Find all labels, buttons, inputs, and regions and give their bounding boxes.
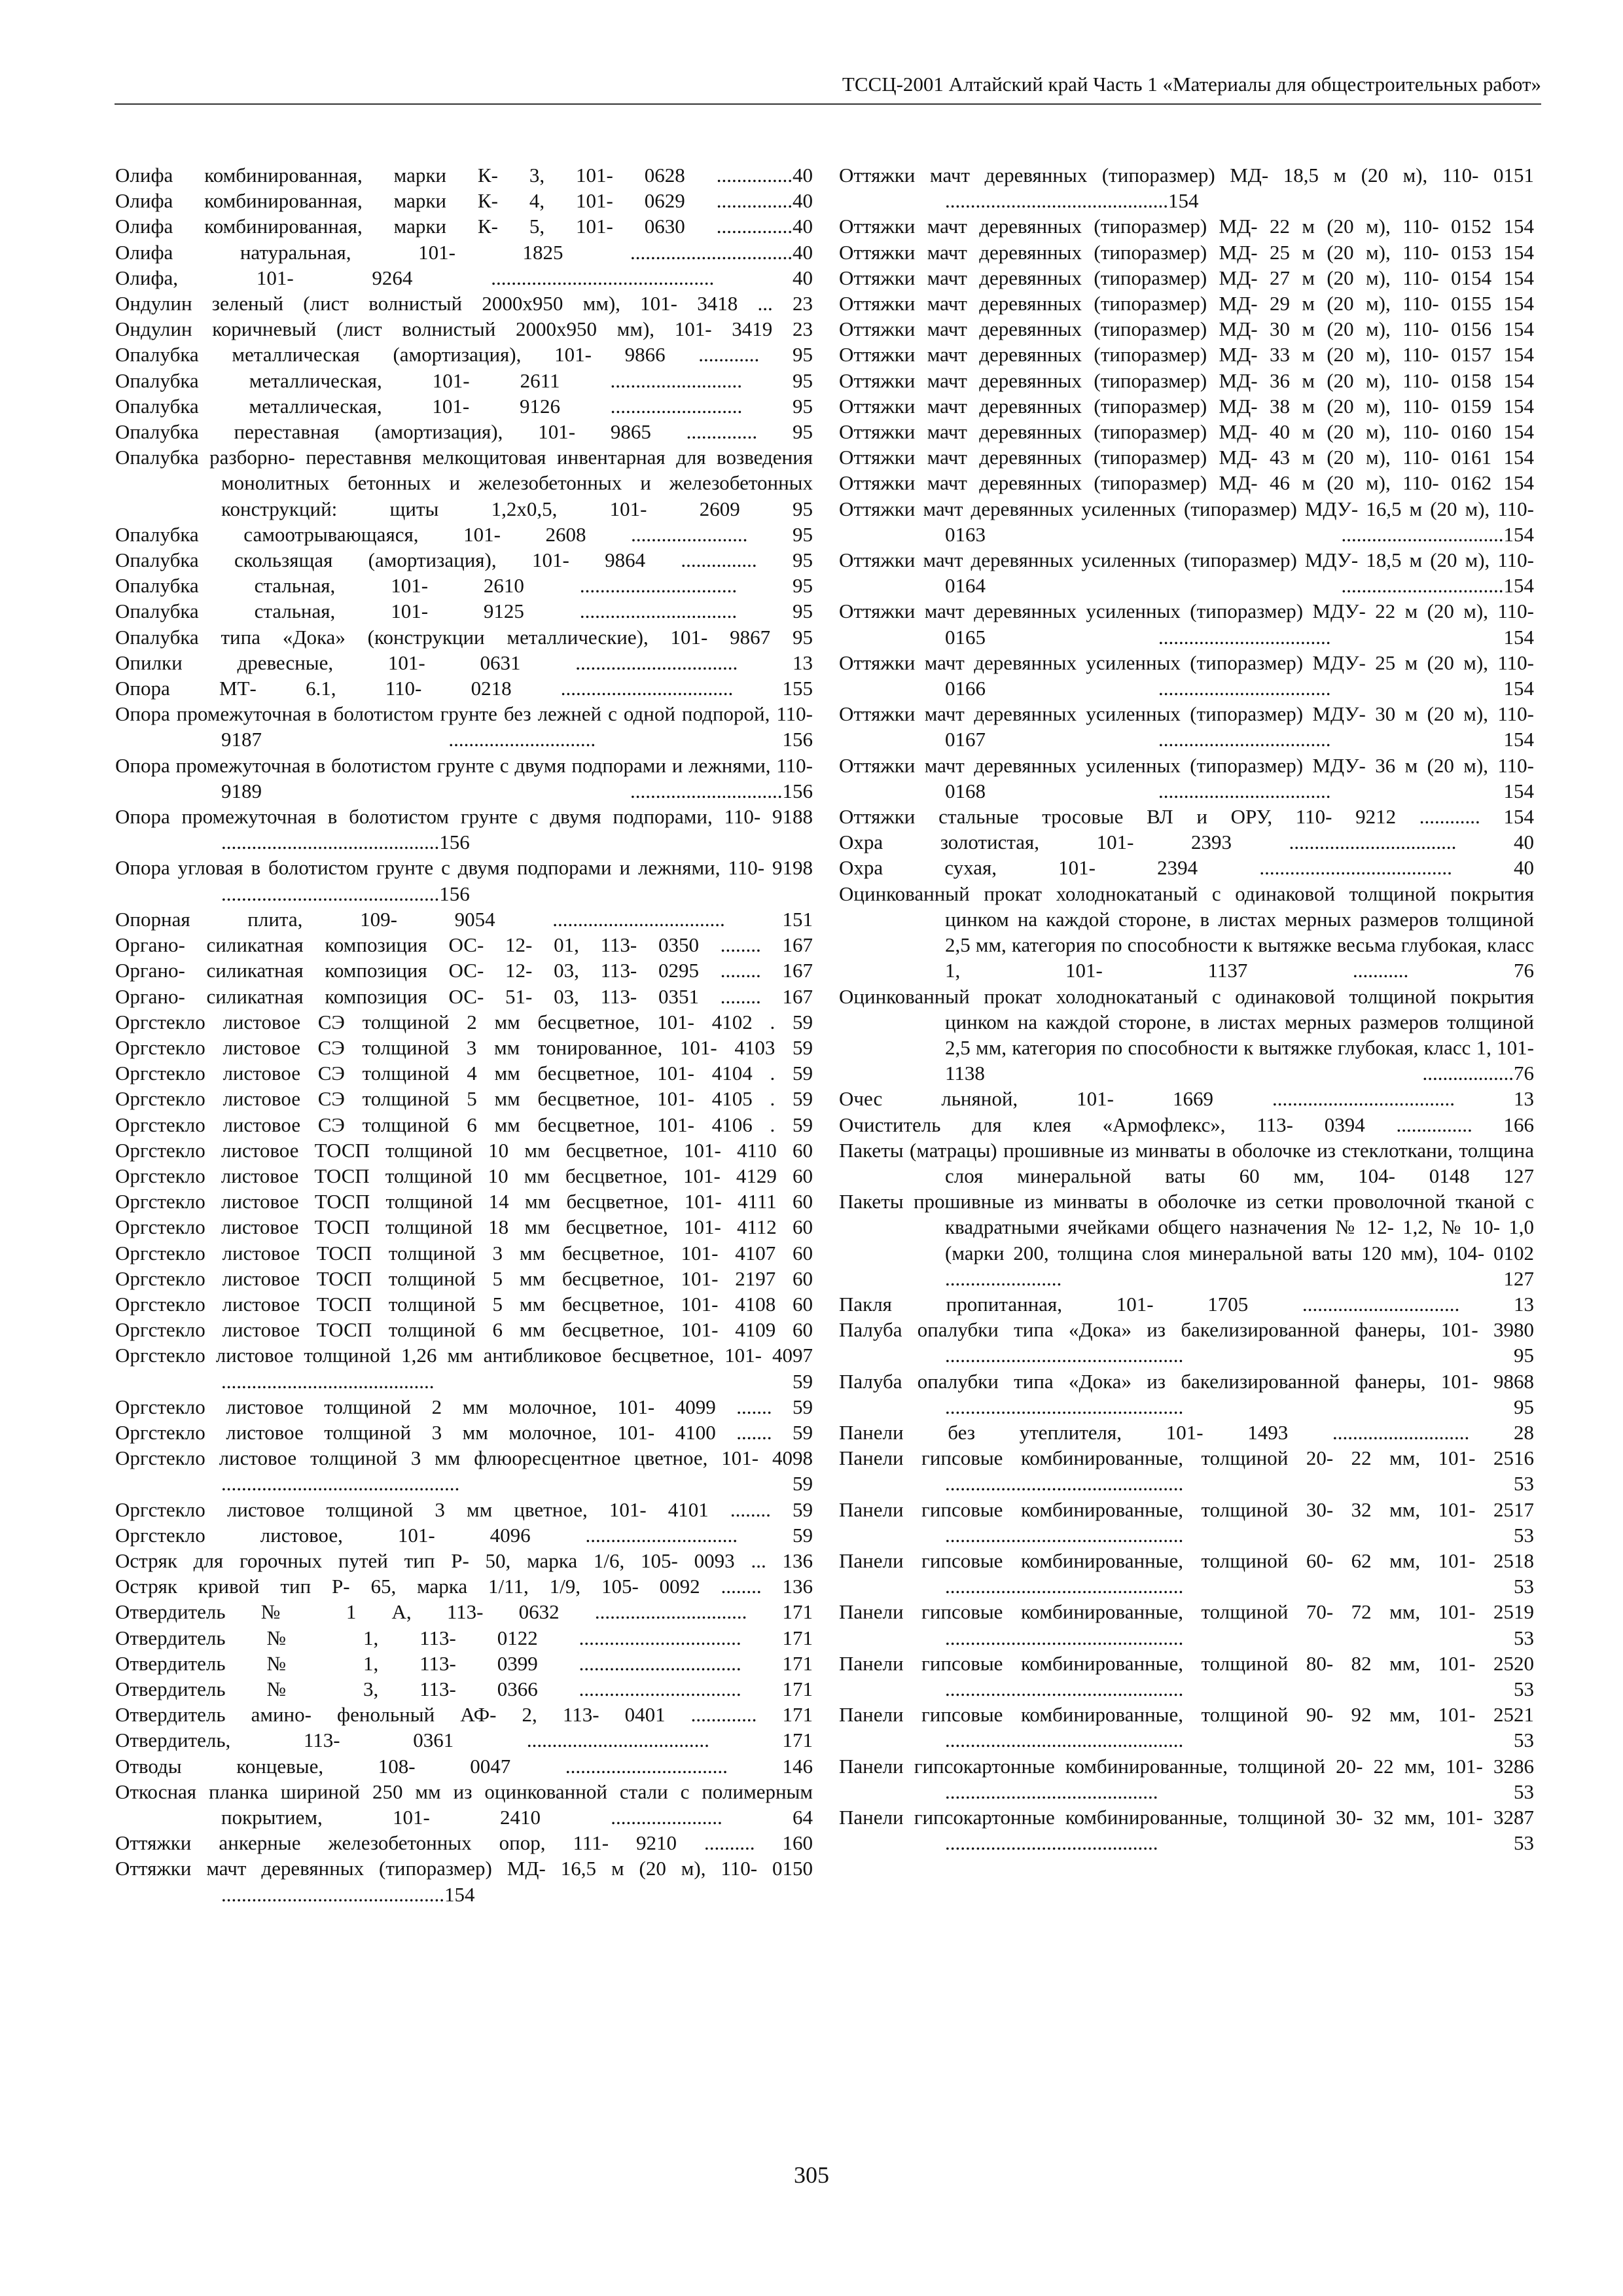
index-entry: Оргстекло листовое ТОСП толщиной 18 мм бесцветное, 101- 4112 60: [115, 1215, 813, 1239]
index-entry: Оттяжки мачт деревянных (типоразмер) МД- 38 м (20 м), 110- 0159 154: [839, 394, 1534, 418]
index-column-right: [839, 162, 1534, 1856]
index-column-left: [115, 162, 813, 1907]
index-entry: Отвердитель № 1, 113- 0122 ................................ 171: [115, 1626, 813, 1649]
index-entry: Оргстекло листовое ТОСП толщиной 6 мм бесцветное, 101- 4109 60: [115, 1318, 813, 1342]
index-entry: Оттяжки мачт деревянных (типоразмер) МД- 29 м (20 м), 110- 0155 154: [839, 292, 1534, 315]
index-entry: Оттяжки мачт деревянных (типоразмер) МД- 40 м (20 м), 110- 0160 154: [839, 420, 1534, 444]
running-header: [115, 71, 1541, 105]
index-entry: Оттяжки мачт деревянных усиленных (типоразмер) МДУ- 25 м (20 м), 110- 0166 .................................. 154: [839, 651, 1534, 700]
index-entry: Оргстекло листовое СЭ толщиной 6 мм бесцветное, 101- 4106 . 59: [115, 1113, 813, 1136]
index-entry: Опорная плита, 109- 9054 .................................. 151: [115, 907, 813, 931]
index-entry: Оргстекло листовое, 101- 4096 .............................. 59: [115, 1523, 813, 1547]
index-entry: Очес льняной, 101- 1669 .................................... 13: [839, 1087, 1534, 1111]
index-entry: Отводы концевые, 108- 0047 ................................ 146: [115, 1754, 813, 1778]
index-entry: Опалубка разборно- переставнвя мелкощитовая инвентарная для возведения монолитных бетонных и железобетонных и железобетонных конструкций: щиты 1,2х0,5, 101- 2609 95: [115, 446, 813, 520]
index-entry: Оттяжки стальные тросовые ВЛ и ОРУ, 110- 9212 ............ 154: [839, 805, 1534, 829]
index-entry: Отвердитель № 3, 113- 0366 ................................ 171: [115, 1677, 813, 1700]
index-entry: Отвердитель амино- фенольный АФ- 2, 113- 0401 ............. 171: [115, 1703, 813, 1727]
index-entry: Оттяжки мачт деревянных (типоразмер) МД- 36 м (20 м), 110- 0158 154: [839, 368, 1534, 392]
index-entry: Оттяжки мачт деревянных усиленных (типоразмер) МДУ- 18,5 м (20 м), 110- 0164 ................................154: [839, 548, 1534, 598]
index-entry: Оргстекло листовое СЭ толщиной 3 мм тонированное, 101- 4103 59: [115, 1035, 813, 1059]
index-entry: Опалубка металлическая, 101- 2611 .......................... 95: [115, 368, 813, 392]
index-entry: Оргстекло листовое ТОСП толщиной 14 мм бесцветное, 101- 4111 60: [115, 1190, 813, 1213]
index-entry: Опалубка скользящая (амортизация), 101- 9864 ............... 95: [115, 548, 813, 572]
index-entry: Панели гипсовые комбинированные, толщиной 80- 82 мм, 101- 2520 ............................................... 53: [839, 1651, 1534, 1700]
index-entry: Оргстекло листовое толщиной 3 мм молочное, 101- 4100 ....... 59: [115, 1420, 813, 1444]
index-entry: Оргстекло листовое СЭ толщиной 5 мм бесцветное, 101- 4105 . 59: [115, 1087, 813, 1111]
header-title: ТССЦ-2001 Алтайский край Часть 1 «Материалы для общестроительных работ»: [842, 73, 1541, 96]
index-entry: Оттяжки мачт деревянных (типоразмер) МД- 16,5 м (20 м), 110- 0150 ............................................154: [115, 1857, 813, 1906]
index-entry: Оттяжки мачт деревянных усиленных (типоразмер) МДУ- 36 м (20 м), 110- 0168 .................................. 154: [839, 753, 1534, 802]
index-entry: Оргстекло листовое толщиной 2 мм молочное, 101- 4099 ....... 59: [115, 1395, 813, 1418]
index-entry: Опилки древесные, 101- 0631 ................................ 13: [115, 651, 813, 674]
index-entry: Опора МТ- 6.1, 110- 0218 .................................. 155: [115, 677, 813, 700]
index-entry: Оттяжки мачт деревянных (типоразмер) МД- 33 м (20 м), 110- 0157 154: [839, 343, 1534, 367]
index-entry: Органо- силикатная композиция ОС- 12- 03, 113- 0295 ........ 167: [115, 959, 813, 982]
index-entry: Олифа натуральная, 101- 1825 ................................40: [115, 240, 813, 264]
index-entry: Оттяжки мачт деревянных (типоразмер) МД- 46 м (20 м), 110- 0162 154: [839, 471, 1534, 495]
index-entry: Оргстекло листовое ТОСП толщиной 5 мм бесцветное, 101- 2197 60: [115, 1266, 813, 1290]
index-entry: Панели без утеплителя, 101- 1493 ........................... 28: [839, 1420, 1534, 1444]
index-entry: Опалубка металлическая (амортизация), 101- 9866 ............ 95: [115, 343, 813, 367]
index-entry: Палуба опалубки типа «Дока» из бакелизированной фанеры, 101- 3980 ............................................... 95: [839, 1318, 1534, 1367]
index-entry: Панели гипсокартонные комбинированные, толщиной 20- 22 мм, 101- 3286 .......................................... 53: [839, 1754, 1534, 1803]
index-entry: Оттяжки мачт деревянных (типоразмер) МД- 18,5 м (20 м), 110- 0151 ............................................154: [839, 164, 1534, 213]
index-entry: Оргстекло листовое толщиной 3 мм флюоресцентное цветное, 101- 4098 ............................................... 59: [115, 1446, 813, 1496]
index-entry: Остряк для горочных путей тип Р- 50, марка 1/6, 105- 0093 ... 136: [115, 1549, 813, 1572]
index-entry: Олифа, 101- 9264 ............................................ 40: [115, 266, 813, 289]
index-entry: Оттяжки мачт деревянных (типоразмер) МД- 25 м (20 м), 110- 0153 154: [839, 240, 1534, 264]
index-entry: Оттяжки мачт деревянных усиленных (типоразмер) МДУ- 30 м (20 м), 110- 0167 .................................. 154: [839, 702, 1534, 751]
index-entry: Оргстекло листовое толщиной 3 мм цветное, 101- 4101 ........ 59: [115, 1498, 813, 1521]
index-entry: Опора промежуточная в болотистом грунте с двумя подпорами, 110- 9188 ...........................................156: [115, 805, 813, 854]
index-entry: Оргстекло листовое СЭ толщиной 4 мм бесцветное, 101- 4104 . 59: [115, 1062, 813, 1085]
index-entry: Олифа комбинированная, марки К- 3, 101- 0628 ...............40: [115, 164, 813, 187]
index-entry: Органо- силикатная композиция ОС- 12- 01, 113- 0350 ........ 167: [115, 933, 813, 957]
index-entry: Охра сухая, 101- 2394 ...................................... 40: [839, 856, 1534, 880]
index-entry: Опалубка самоотрывающаяся, 101- 2608 ....................... 95: [115, 522, 813, 546]
index-entry: Оттяжки мачт деревянных (типоразмер) МД- 22 м (20 м), 110- 0152 154: [839, 215, 1534, 238]
index-entry: Остряк кривой тип Р- 65, марка 1/11, 1/9, 105- 0092 ........ 136: [115, 1575, 813, 1598]
index-entry: Оттяжки мачт деревянных усиленных (типоразмер) МДУ- 22 м (20 м), 110- 0165 .................................. 154: [839, 600, 1534, 649]
index-entry: Пакеты (матрацы) прошивные из минваты в оболочке из стеклоткани, толщина слоя минеральной ваты 60 мм, 104- 0148 127: [839, 1138, 1534, 1187]
index-entry: Панели гипсовые комбинированные, толщиной 70- 72 мм, 101- 2519 ............................................... 53: [839, 1600, 1534, 1649]
index-entry: Оцинкованный прокат холоднокатаный с одинаковой толщиной покрытия цинком на каждой стороне, в листах мерных размеров толщиной 2,5 мм, категория по способности к вытяжке глубокая, класс 1, 101- 1138 ..................76: [839, 984, 1534, 1085]
index-entry: Оттяжки анкерные железобетонных опор, 111- 9210 .......... 160: [115, 1831, 813, 1855]
index-entry: Опора промежуточная в болотистом грунте без лежней с одной подпорой, 110- 9187 ............................. 156: [115, 702, 813, 751]
index-entry: Пакеты прошивные из минваты в оболочке из сетки проволочной тканой с квадратными ячейками общего назначения № 12- 1,2, № 10- 1,0 (марки 200, толщина слоя минеральной ваты 120 мм), 104- 0102 ....................... 127: [839, 1190, 1534, 1290]
index-entry: Панели гипсовые комбинированные, толщиной 20- 22 мм, 101- 2516 ............................................... 53: [839, 1446, 1534, 1496]
index-entry: Опалубка стальная, 101- 9125 ............................... 95: [115, 600, 813, 623]
index-entry: Опалубка переставная (амортизация), 101- 9865 .............. 95: [115, 420, 813, 444]
index-entry: Олифа комбинированная, марки К- 5, 101- 0630 ...............40: [115, 215, 813, 238]
index-entry: Пакля пропитанная, 101- 1705 ............................... 13: [839, 1292, 1534, 1316]
index-entry: Отвердитель № 1 А, 113- 0632 .............................. 171: [115, 1600, 813, 1624]
index-entry: Отвердитель № 1, 113- 0399 ................................ 171: [115, 1651, 813, 1675]
index-entry: Оттяжки мачт деревянных усиленных (типоразмер) МДУ- 16,5 м (20 м), 110- 0163 ................................154: [839, 497, 1534, 546]
index-entry: Оттяжки мачт деревянных (типоразмер) МД- 43 м (20 м), 110- 0161 154: [839, 446, 1534, 469]
index-entry: Панели гипсовые комбинированные, толщиной 30- 32 мм, 101- 2517 ............................................... 53: [839, 1498, 1534, 1547]
index-entry: Ондулин зеленый (лист волнистый 2000х950 мм), 101- 3418 ... 23: [115, 292, 813, 315]
index-entry: Оттяжки мачт деревянных (типоразмер) МД- 30 м (20 м), 110- 0156 154: [839, 317, 1534, 341]
index-entry: Очиститель для клея «Армофлекс», 113- 0394 ............... 166: [839, 1113, 1534, 1136]
index-entry: Откосная планка шириной 250 мм из оцинкованной стали с полимерным покрытием, 101- 2410 ...................... 64: [115, 1780, 813, 1829]
index-entry: Оргстекло листовое СЭ толщиной 2 мм бесцветное, 101- 4102 . 59: [115, 1010, 813, 1033]
index-entry: Опора угловая в болотистом грунте с двумя подпорами и лежнями, 110- 9198 ...........................................156: [115, 856, 813, 905]
index-entry: Оргстекло листовое ТОСП толщиной 3 мм бесцветное, 101- 4107 60: [115, 1241, 813, 1265]
index-entry: Панели гипсокартонные комбинированные, толщиной 30- 32 мм, 101- 3287 .......................................... 53: [839, 1806, 1534, 1855]
index-entry: Панели гипсовые комбинированные, толщиной 90- 92 мм, 101- 2521 ............................................... 53: [839, 1703, 1534, 1752]
index-entry: Оцинкованный прокат холоднокатаный с одинаковой толщиной покрытия цинком на каждой стороне, в листах мерных размеров толщиной 2,5 мм, категория по способности к вытяжке весьма глубокая, класс 1, 101- 1137 ........... 76: [839, 882, 1534, 982]
page-number: 305: [794, 2162, 829, 2188]
index-entry: Панели гипсовые комбинированные, толщиной 60- 62 мм, 101- 2518 ............................................... 53: [839, 1549, 1534, 1598]
index-entry: Оргстекло листовое ТОСП толщиной 10 мм бесцветное, 101- 4129 60: [115, 1164, 813, 1187]
index-entry: Органо- силикатная композиция ОС- 51- 03, 113- 0351 ........ 167: [115, 984, 813, 1008]
index-entry: Ондулин коричневый (лист волнистый 2000х950 мм), 101- 3419 23: [115, 317, 813, 341]
index-entry: Оргстекло листовое ТОСП толщиной 5 мм бесцветное, 101- 4108 60: [115, 1292, 813, 1316]
index-entry: Опалубка металлическая, 101- 9126 .......................... 95: [115, 394, 813, 418]
index-entry: Оттяжки мачт деревянных (типоразмер) МД- 27 м (20 м), 110- 0154 154: [839, 266, 1534, 289]
index-entry: Оргстекло листовое толщиной 1,26 мм антибликовое бесцветное, 101- 4097 .......................................... 59: [115, 1344, 813, 1393]
index-entry: Оргстекло листовое ТОСП толщиной 10 мм бесцветное, 101- 4110 60: [115, 1138, 813, 1162]
index-entry: Олифа комбинированная, марки К- 4, 101- 0629 ...............40: [115, 189, 813, 213]
index-entry: Опалубка типа «Дока» (конструкции металлические), 101- 9867 95: [115, 625, 813, 649]
index-entry: Опалубка стальная, 101- 2610 ............................... 95: [115, 574, 813, 598]
index-entry: Отвердитель, 113- 0361 .................................... 171: [115, 1729, 813, 1752]
index-entry: Палуба опалубки типа «Дока» из бакелизированной фанеры, 101- 9868 ............................................... 95: [839, 1369, 1534, 1418]
index-entry: Охра золотистая, 101- 2393 ................................. 40: [839, 831, 1534, 854]
index-entry: Опора промежуточная в болотистом грунте с двумя подпорами и лежнями, 110- 9189 ..............................156: [115, 753, 813, 802]
